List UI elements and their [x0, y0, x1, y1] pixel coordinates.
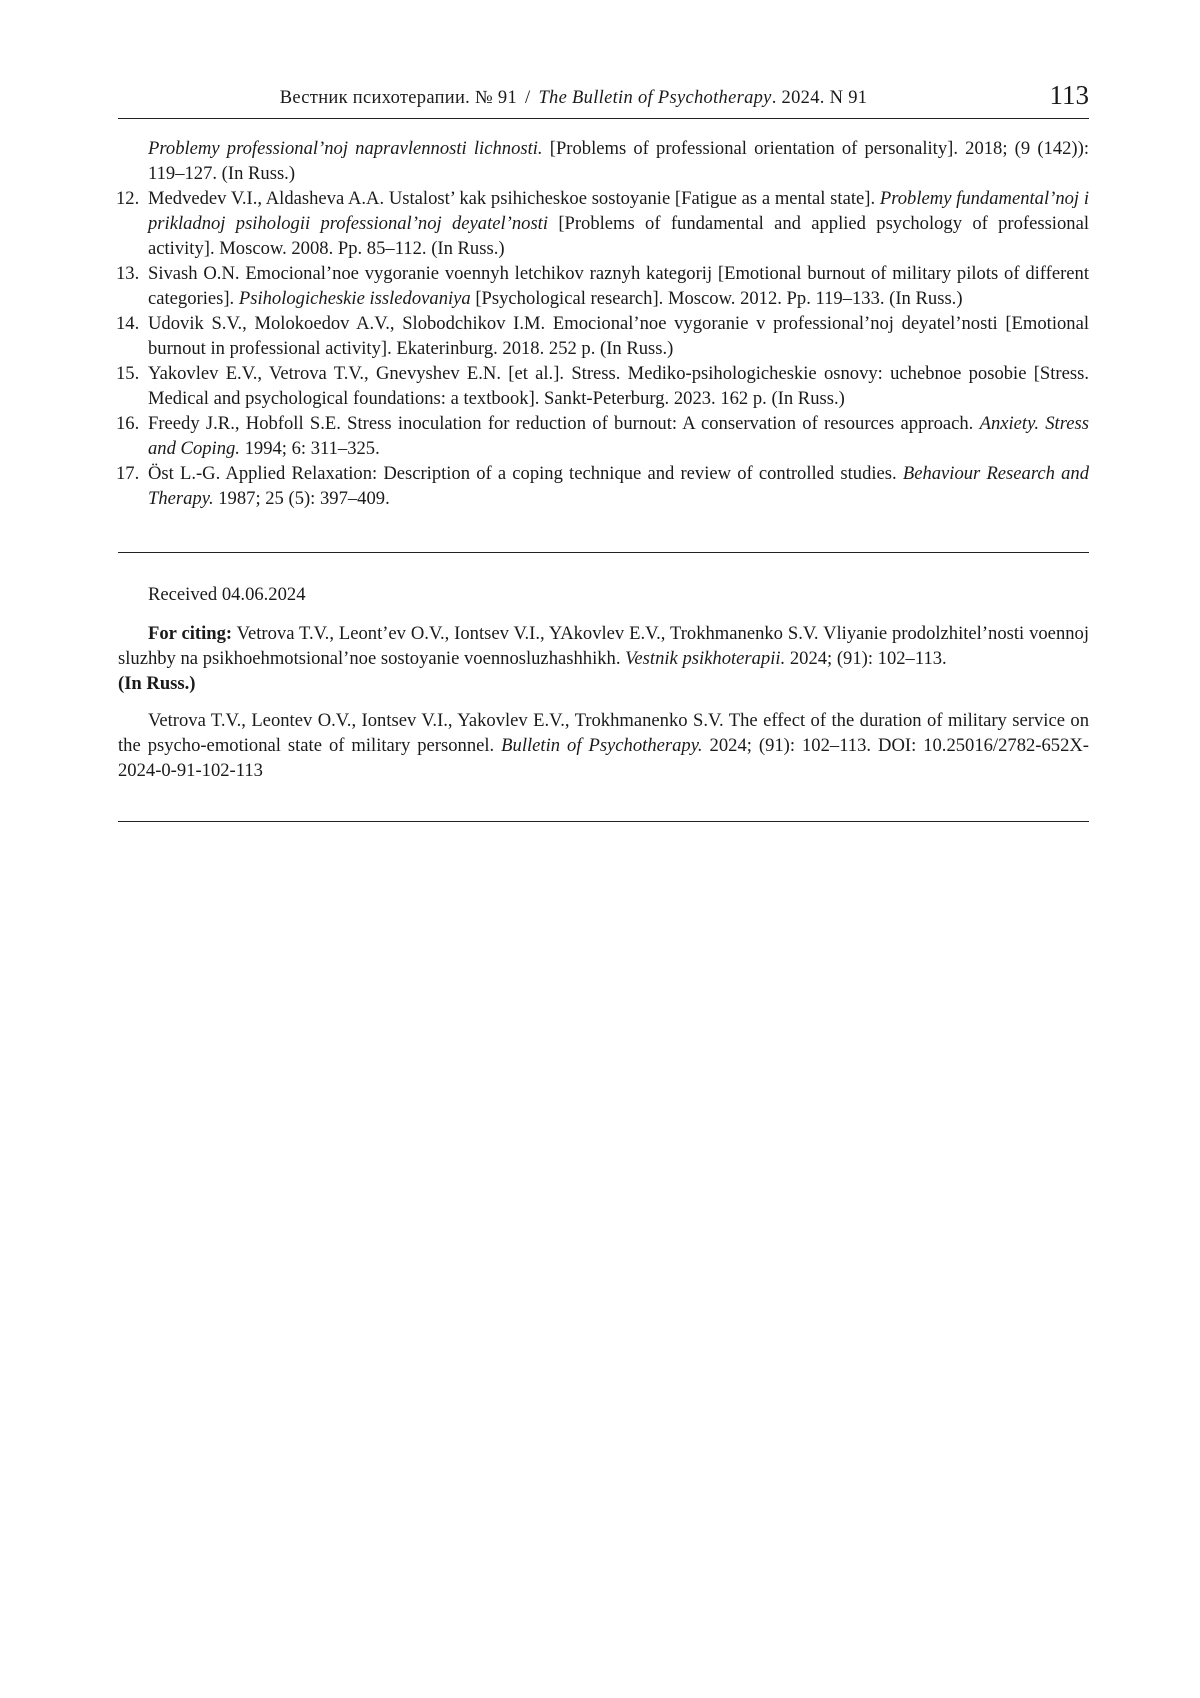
citation-en	[118, 708, 1089, 783]
citation-ru	[118, 621, 1089, 696]
reference-italic: Psihologicheskie issledovaniya	[238, 288, 471, 309]
reference-item	[118, 411, 1089, 461]
reference-item	[118, 186, 1089, 261]
reference-text: 1994; 6: 311–325.	[239, 438, 380, 459]
reference-item	[118, 311, 1089, 361]
citation-language: (In Russ.)	[118, 673, 196, 694]
reference-italic: Problemy professional’noj napravlennosti lichnosti.	[148, 138, 543, 159]
reference-italic: Anxiety. Stress and Coping.	[148, 413, 1089, 459]
citation-details: 2024; (91): 102–113.	[785, 648, 947, 669]
citation-journal: Vestnik psikhoterapii.	[625, 648, 786, 669]
reference-list	[118, 136, 1089, 511]
reference-text: [Problems of professional orientation of personality]. 2018; (9 (142)): 119–127. (In Russ.)	[148, 138, 1089, 184]
article-footer	[118, 582, 1089, 783]
received-date: Received 04.06.2024	[148, 584, 306, 605]
reference-text: Freedy J.R., Hobfoll S.E. Stress inoculation for reduction of burnout: A conservation of resources approach.	[148, 413, 980, 434]
citation-text: Vetrova T.V., Leontev O.V., Iontsev V.I., Yakovlev E.V., Trokhmanenko S.V. The effect of the duration of military service on the psycho-emotional state of military personnel.	[118, 710, 1089, 756]
citation-details: 2024; (91): 102–113. DOI: 10.25016/2782-652X-2024-0-91-102-113	[118, 735, 1089, 781]
reference-text: [Psychological research]. Moscow. 2012. Pp. 119–133. (In Russ.)	[470, 288, 963, 309]
page-number: 113	[1049, 80, 1089, 110]
citation-label: For citing:	[148, 623, 233, 644]
reference-continuation	[118, 136, 1089, 186]
citation-text: Vetrova T.V., Leont’ev O.V., Iontsev V.I., YAkovlev E.V., Trokhmanenko S.V. Vliyanie prodolzhitel’nosti voennoj sluzhby na psikhoehmotsional’noe sostoyanie voennosluzhashhikh.	[118, 623, 1089, 669]
reference-text: Udovik S.V., Molokoedov A.V., Slobodchikov I.M. Emocional’noe vygoranie v professional’noj deyatel’nosti [Emotional burnout in professional activity]. Ekaterinburg. 2018. 252 p. (In Russ.)	[148, 313, 1089, 359]
journal-issue: . 2024. N 91	[771, 88, 868, 108]
journal-title-en: The Bulletin of Psychotherapy	[538, 88, 772, 108]
reference-number: 14.	[116, 313, 140, 334]
reference-number: 13.	[116, 263, 140, 284]
divider-bottom	[118, 821, 1089, 822]
citation-journal: Bulletin of Psychotherapy.	[501, 735, 703, 756]
title-separator: /	[525, 88, 531, 108]
running-header	[118, 78, 1089, 119]
journal-title	[118, 88, 1029, 109]
reference-item	[118, 461, 1089, 511]
reference-italic: Problemy fundamental’noj i prikladnoj psihologii professional’noj deyatel’nosti	[148, 188, 1089, 234]
reference-text: Sivash O.N. Emocional’noe vygoranie voennyh letchikov raznyh kategorij [Emotional burnout of military pilots of different categories].	[148, 263, 1089, 309]
divider-top	[118, 552, 1089, 553]
reference-text: Medvedev V.I., Aldasheva A.A. Ustalost’ kak psihicheskoe sostoyanie [Fatigue as a mental state].	[148, 188, 880, 209]
reference-item	[118, 261, 1089, 311]
reference-number: 12.	[116, 188, 140, 209]
reference-item	[118, 361, 1089, 411]
reference-text: Öst L.-G. Applied Relaxation: Description of a coping technique and review of controlled studies.	[148, 463, 903, 484]
reference-text: [Problems of fundamental and applied psychology of professional activity]. Moscow. 2008. Pp. 85–112. (In Russ.)	[148, 213, 1089, 259]
reference-text: 1987; 25 (5): 397–409.	[213, 488, 390, 509]
reference-text: Yakovlev E.V., Vetrova T.V., Gnevyshev E.N. [et al.]. Stress. Mediko-psihologicheskie osnovy: uchebnoe posobie [Stress. Medical and psychological foundations: a textbook]. Sankt-Peterburg. 2023. 162 p. (In Russ.)	[148, 363, 1089, 409]
reference-italic: Behaviour Research and Therapy.	[148, 463, 1089, 509]
reference-number: 17.	[116, 463, 140, 484]
reference-number: 15.	[116, 363, 140, 384]
reference-number: 16.	[116, 413, 140, 434]
journal-title-ru: Вестник психотерапии. № 91	[279, 88, 518, 108]
